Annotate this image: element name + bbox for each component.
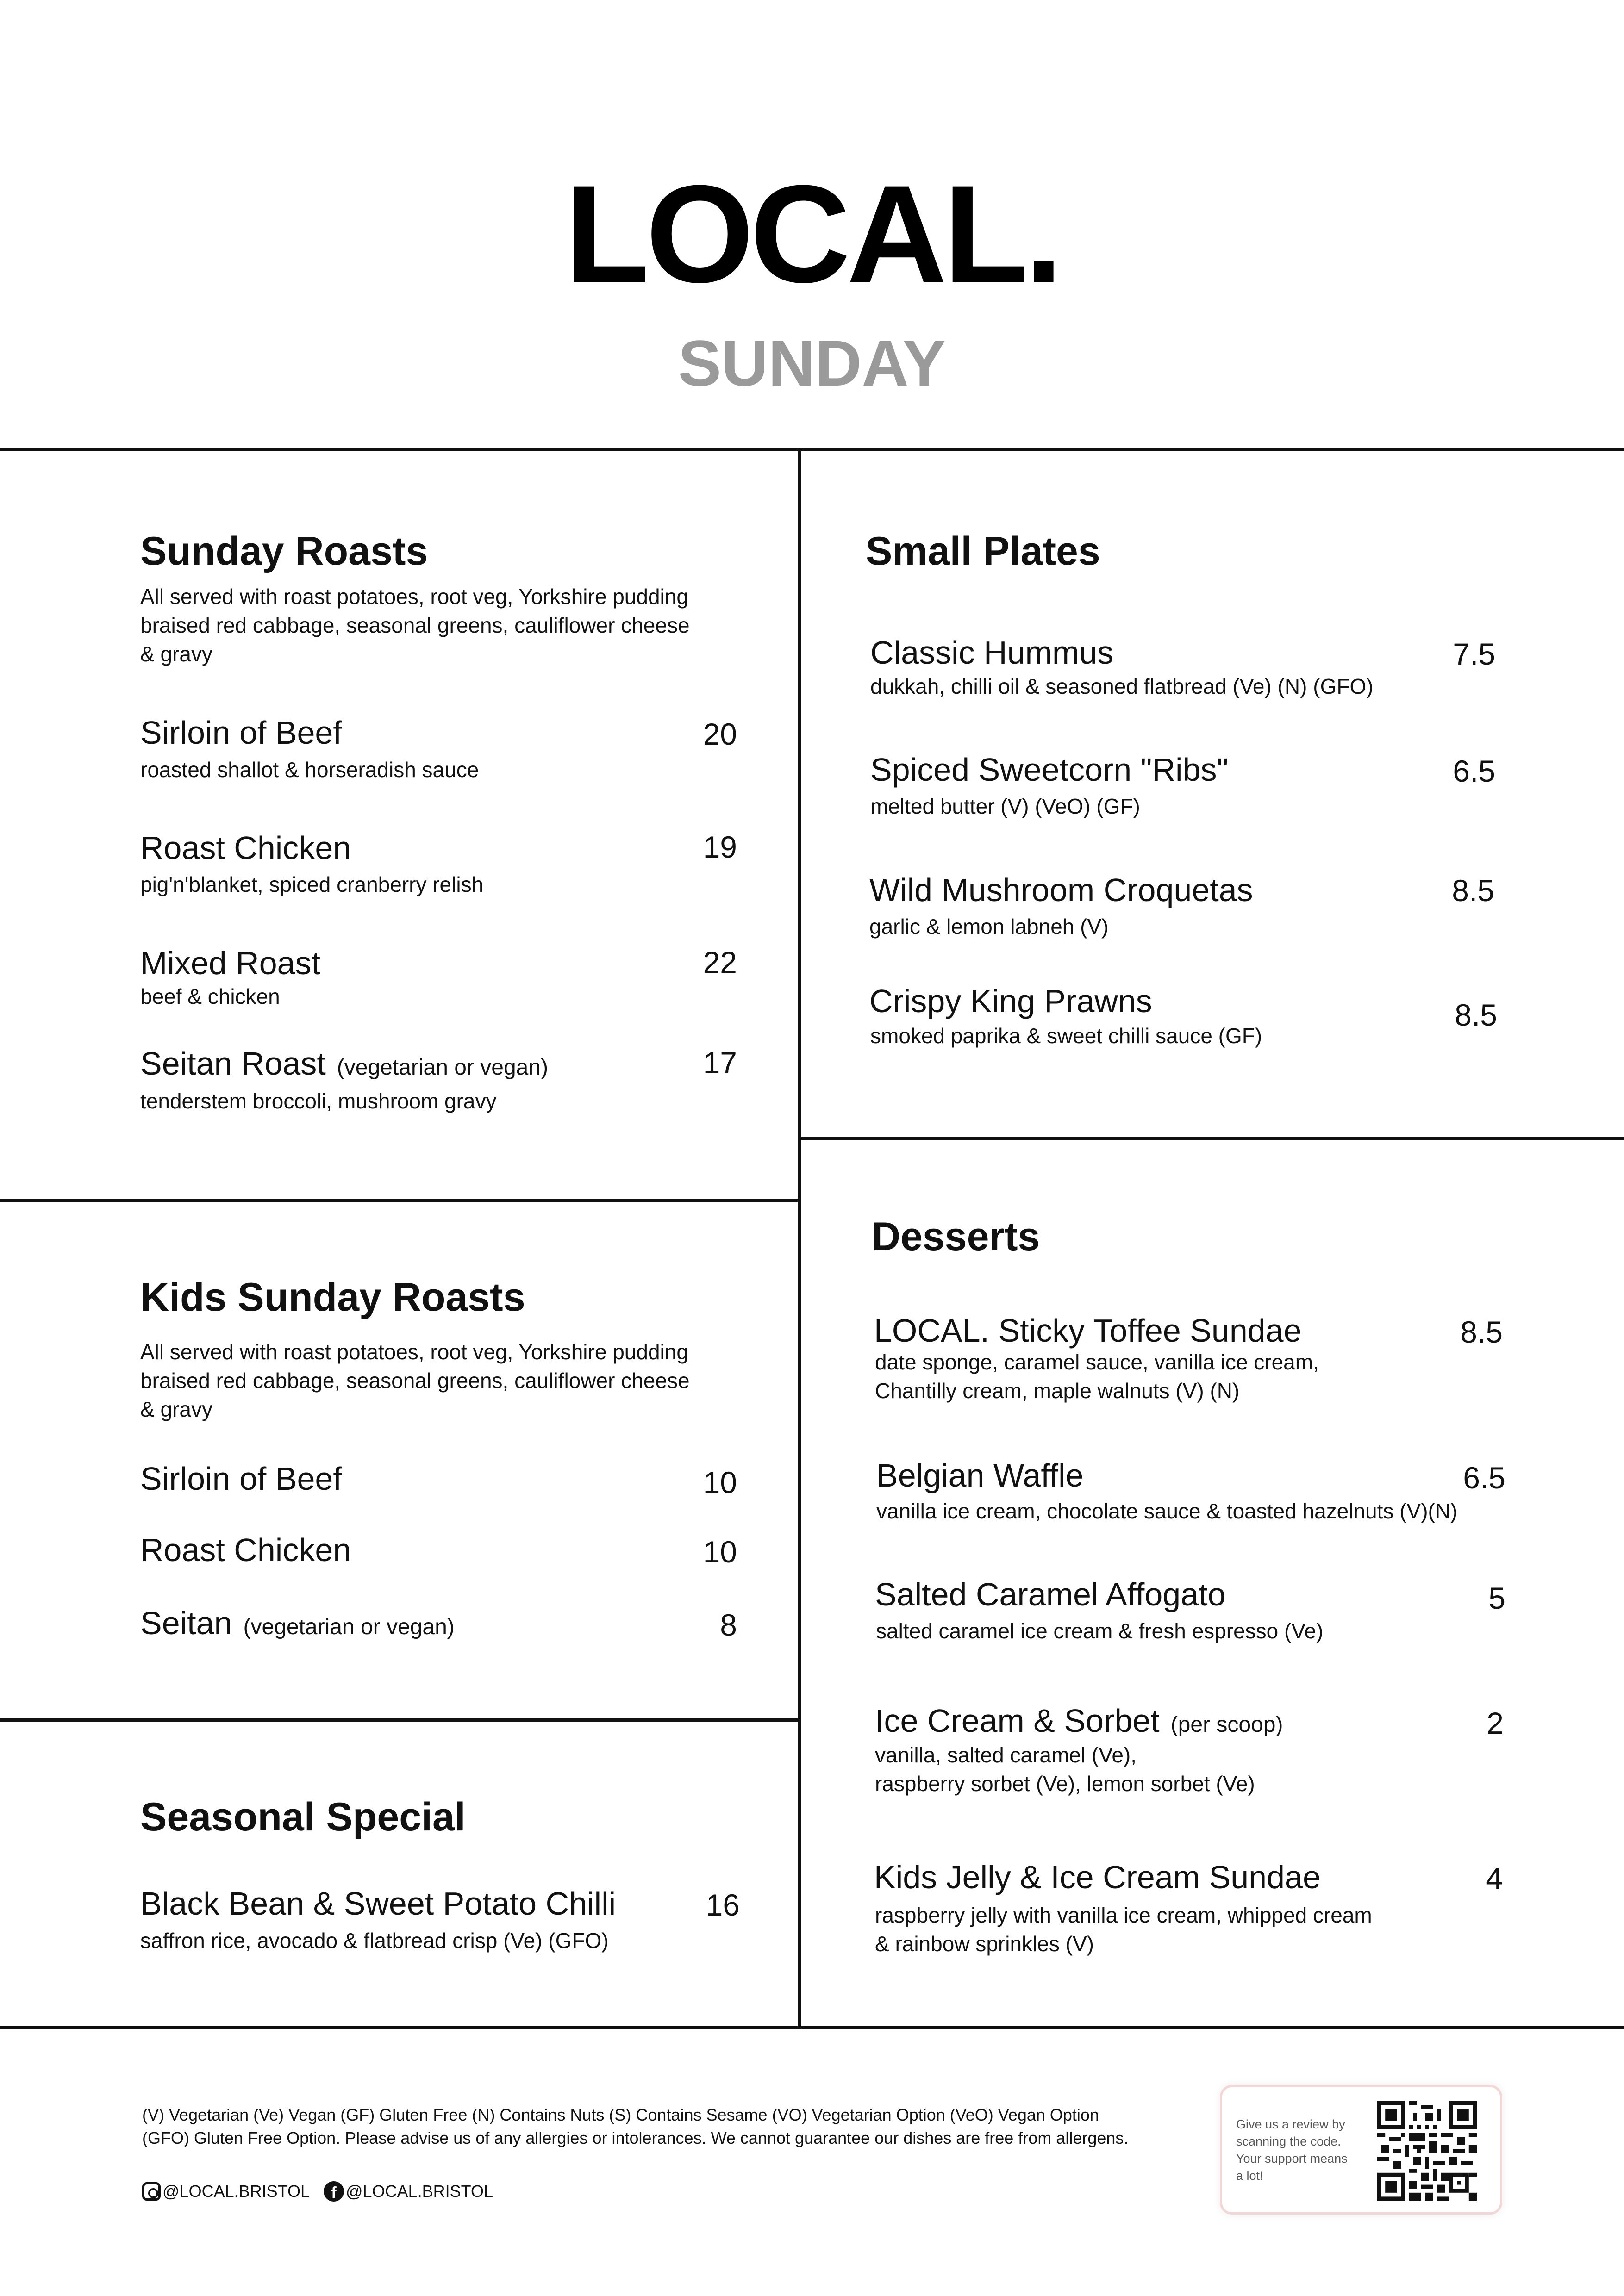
section-title: Seasonal Special bbox=[140, 1795, 466, 1839]
section-title: Small Plates bbox=[866, 529, 1100, 573]
item-name: Seitan Roast (vegetarian or vegan) bbox=[140, 1045, 549, 1082]
item-name: Wild Mushroom Croquetas bbox=[869, 872, 1253, 908]
qr-code-icon[interactable] bbox=[1377, 2101, 1477, 2201]
item-description: dukkah, chilli oil & seasoned flatbread (Ve) (N) (GFO) bbox=[870, 674, 1374, 698]
item-price: 22 bbox=[703, 945, 737, 979]
section-intro: All served with roast potatoes, root veg, Yorkshire pudding braised red cabbage, seasonal greens, cauliflower cheese & gravy bbox=[140, 1340, 690, 1421]
item-name: Ice Cream & Sorbet (per scoop) bbox=[875, 1703, 1283, 1739]
review-qr-card bbox=[1220, 2085, 1502, 2215]
item-name: Classic Hummus bbox=[870, 635, 1114, 671]
divider-left-2 bbox=[0, 1718, 800, 1722]
brand-title: LOCAL. bbox=[564, 156, 1060, 311]
item-name: Mixed Roast bbox=[140, 945, 321, 981]
item-price: 8.5 bbox=[1455, 998, 1497, 1032]
item-price: 7.5 bbox=[1453, 637, 1495, 671]
item-price: 20 bbox=[703, 717, 737, 751]
item-description: vanilla ice cream, chocolate sauce & toasted hazelnuts (V)(N) bbox=[876, 1499, 1458, 1523]
day-subtitle: SUNDAY bbox=[678, 327, 946, 399]
item-name: Salted Caramel Affogato bbox=[875, 1576, 1226, 1612]
item-price: 10 bbox=[703, 1535, 737, 1569]
item-name: Seitan (vegetarian or vegan) bbox=[140, 1605, 455, 1641]
item-name: Black Bean & Sweet Potato Chilli bbox=[140, 1885, 616, 1922]
item-price: 5 bbox=[1488, 1581, 1505, 1615]
divider-left-1 bbox=[0, 1199, 800, 1202]
item-description: tenderstem broccoli, mushroom gravy bbox=[140, 1089, 497, 1113]
item-name: Spiced Sweetcorn "Ribs" bbox=[870, 752, 1229, 788]
item-price: 4 bbox=[1486, 1861, 1503, 1896]
section-intro: All served with roast potatoes, root veg, Yorkshire pudding braised red cabbage, seasonal greens, cauliflower cheese & gravy bbox=[140, 585, 690, 666]
item-price: 6.5 bbox=[1453, 754, 1495, 788]
item-name: Sirloin of Beef bbox=[140, 715, 342, 751]
item-description: garlic & lemon labneh (V) bbox=[869, 915, 1109, 939]
item-description: raspberry jelly with vanilla ice cream, whipped cream & rainbow sprinkles (V) bbox=[875, 1903, 1372, 1956]
divider-right bbox=[798, 1137, 1624, 1140]
qr-caption: Give us a review by scanning the code. Your support means a lot! bbox=[1236, 2117, 1348, 2183]
item-name: Belgian Waffle bbox=[876, 1457, 1084, 1493]
facebook-handle[interactable]: @LOCAL.BRISTOL bbox=[346, 2182, 493, 2201]
item-price: 10 bbox=[703, 1465, 737, 1500]
item-description: beef & chicken bbox=[140, 984, 280, 1008]
item-price: 2 bbox=[1487, 1706, 1504, 1740]
instagram-handle[interactable]: @LOCAL.BRISTOL bbox=[162, 2182, 310, 2201]
social-links bbox=[142, 2180, 493, 2203]
section-title: Kids Sunday Roasts bbox=[140, 1275, 525, 1319]
divider-vertical bbox=[798, 448, 801, 2029]
divider-top bbox=[0, 448, 1624, 451]
instagram-icon[interactable] bbox=[142, 2182, 161, 2201]
item-description: pig'n'blanket, spiced cranberry relish bbox=[140, 872, 484, 896]
item-name: Crispy King Prawns bbox=[869, 983, 1152, 1019]
section-title: Desserts bbox=[872, 1214, 1040, 1259]
item-name: LOCAL. Sticky Toffee Sundae bbox=[874, 1313, 1302, 1349]
item-name: Sirloin of Beef bbox=[140, 1461, 342, 1497]
item-name: Roast Chicken bbox=[140, 1532, 351, 1568]
item-note: (vegetarian or vegan) bbox=[243, 1615, 455, 1639]
item-price: 19 bbox=[703, 830, 737, 864]
item-description: saffron rice, avocado & flatbread crisp (Ve) (GFO) bbox=[140, 1929, 609, 1953]
item-description: date sponge, caramel sauce, vanilla ice cream, Chantilly cream, maple walnuts (V) (N) bbox=[875, 1350, 1319, 1403]
item-price: 8 bbox=[720, 1608, 737, 1642]
item-price: 6.5 bbox=[1463, 1461, 1505, 1495]
divider-bottom bbox=[0, 2026, 1624, 2029]
item-description: roasted shallot & horseradish sauce bbox=[140, 758, 479, 782]
item-description: melted butter (V) (VeO) (GF) bbox=[870, 794, 1140, 818]
item-price: 8.5 bbox=[1452, 873, 1494, 908]
item-name: Roast Chicken bbox=[140, 830, 351, 866]
item-price: 16 bbox=[706, 1888, 740, 1922]
allergen-legend: (V) Vegetarian (Ve) Vegan (GF) Gluten Free (N) Contains Nuts (S) Contains Sesame (VO) Vegetarian Option (VeO) Vegan Option (GFO) Gluten Free Option. Please advise us of any allergies or intolerances. We cannot guarantee our dishes are free from allergens. bbox=[142, 2105, 1129, 2147]
item-name: Kids Jelly & Ice Cream Sundae bbox=[874, 1859, 1321, 1895]
item-description: salted caramel ice cream & fresh espresso (Ve) bbox=[876, 1619, 1324, 1643]
item-price: 17 bbox=[703, 1045, 737, 1080]
section-title: Sunday Roasts bbox=[140, 529, 428, 573]
item-note: (per scoop) bbox=[1170, 1712, 1283, 1737]
item-note: (vegetarian or vegan) bbox=[337, 1055, 549, 1080]
item-price: 8.5 bbox=[1460, 1315, 1503, 1349]
item-description: vanilla, salted caramel (Ve), raspberry sorbet (Ve), lemon sorbet (Ve) bbox=[875, 1743, 1255, 1796]
facebook-icon[interactable]: f bbox=[324, 2181, 344, 2202]
item-description: smoked paprika & sweet chilli sauce (GF) bbox=[870, 1024, 1262, 1048]
